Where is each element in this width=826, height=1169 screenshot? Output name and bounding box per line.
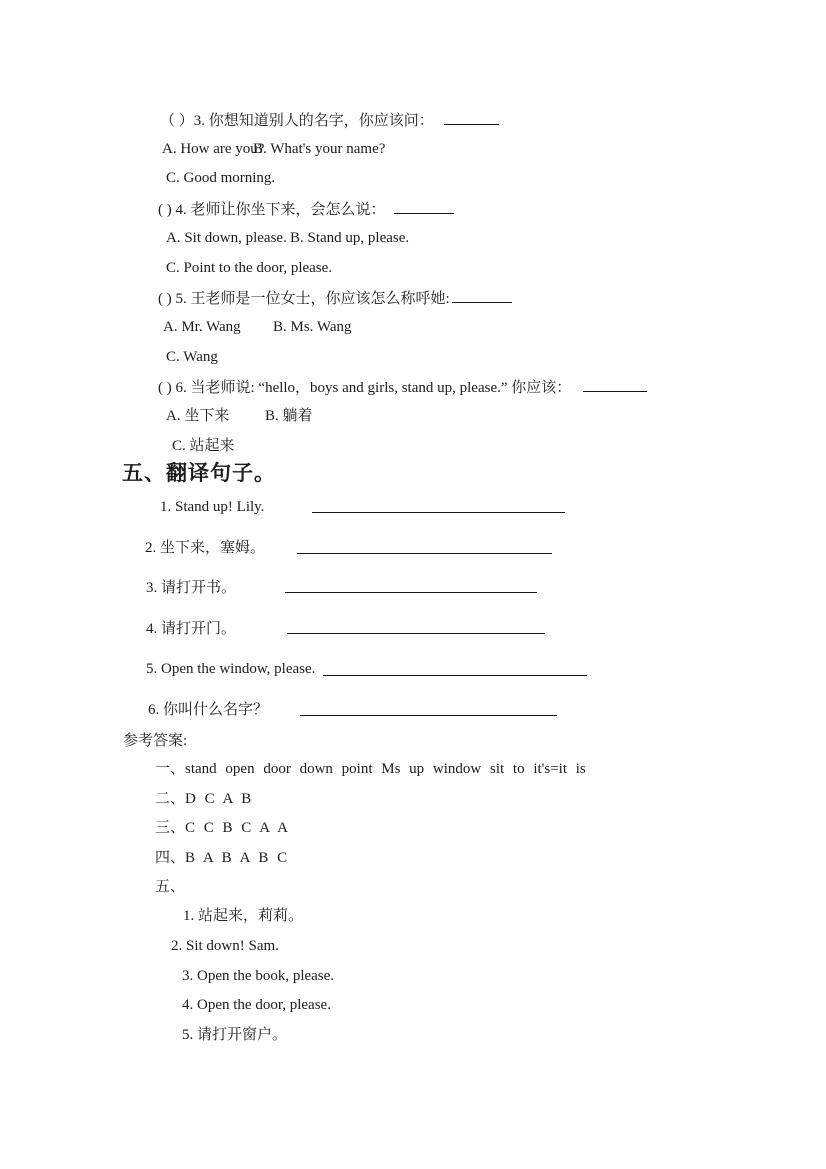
- translation-blank-6: [300, 715, 557, 716]
- question-3-option-c: C. Good morning.: [166, 170, 276, 186]
- question-4-answer-blank: [394, 198, 454, 214]
- question-6-option-c: C. 站起来: [172, 438, 235, 454]
- answer-key-translation-1: 1. 站起来，莉莉。: [183, 908, 304, 924]
- question-5-stem-text: ( ) 5. 王老师是一位女士，你应该怎么称呼她:: [158, 291, 450, 307]
- translation-item-4: 4. 请打开门。: [146, 621, 237, 637]
- answer-key-section-4: 四、B A B A B C: [155, 850, 288, 866]
- question-5-option-c: C. Wang: [166, 349, 218, 365]
- question-6-option-a: A. 坐下来: [166, 408, 230, 424]
- answer-key-heading: 参考答案:: [123, 733, 188, 749]
- translation-blank-2: [297, 553, 552, 554]
- question-4-stem: [158, 198, 454, 220]
- answer-key-section-3: 三、C C B C A A: [155, 820, 288, 836]
- answer-key-section-1: 一、stand open door down point Ms up window sit to it's=it is: [155, 761, 586, 777]
- translation-section-heading: 五、翻译句子。: [122, 461, 276, 485]
- question-3-option-a: A. How are you?: [162, 141, 265, 157]
- translation-item-6: 6. 你叫什么名字？: [148, 702, 269, 718]
- question-3-stem: [160, 109, 499, 131]
- question-5-option-b: B. Ms. Wang: [273, 319, 352, 335]
- answer-key-section-5: 五、: [155, 879, 186, 895]
- translation-item-3: 3. 请打开书。: [146, 580, 237, 596]
- question-6-options-ab: [166, 406, 313, 426]
- answer-key-translation-4: 4. Open the door, please.: [182, 997, 331, 1013]
- question-6-answer-blank: [583, 376, 647, 392]
- question-4-options-ab: [166, 228, 410, 248]
- question-6-option-b: B. 躺着: [265, 408, 313, 424]
- question-4-option-c: C. Point to the door, please.: [166, 260, 333, 276]
- question-3-stem-text: （ ）3. 你想知道别人的名字，你应该问：: [160, 113, 434, 129]
- question-5-option-a: A. Mr. Wang: [163, 319, 241, 335]
- question-5-options-ab: [163, 317, 352, 337]
- question-4-stem-text: ( ) 4. 老师让你坐下来，会怎么说：: [158, 202, 386, 218]
- question-3-answer-blank: [444, 109, 499, 125]
- translation-item-1: 1. Stand up! Lily.: [160, 499, 265, 515]
- translation-blank-1: [312, 512, 565, 513]
- question-6-stem: [158, 376, 647, 398]
- question-4-option-b: B. Stand up, please.: [290, 230, 410, 246]
- translation-item-2: 2. 坐下来，塞姆。: [145, 540, 266, 556]
- translation-blank-4: [287, 633, 545, 634]
- answer-key-translation-2: 2. Sit down! Sam.: [171, 938, 279, 954]
- question-5-answer-blank: [452, 287, 512, 303]
- translation-item-5: 5. Open the window, please.: [146, 661, 316, 677]
- translation-blank-3: [285, 592, 537, 593]
- question-3-options-ab: [162, 139, 386, 159]
- answer-key-translation-5: 5. 请打开窗户。: [182, 1027, 288, 1043]
- answer-key-section-2: 二、D C A B: [155, 791, 252, 807]
- question-6-stem-text: ( ) 6. 当老师说: “hello，boys and girls, stand up, please.” 你应该：: [158, 380, 572, 396]
- answer-key-translation-3: 3. Open the book, please.: [182, 968, 335, 984]
- translation-blank-5: [323, 675, 587, 676]
- question-5-stem: [158, 287, 512, 309]
- question-4-option-a: A. Sit down, please.: [166, 230, 287, 246]
- question-3-option-b: B. What's your name?: [253, 141, 386, 157]
